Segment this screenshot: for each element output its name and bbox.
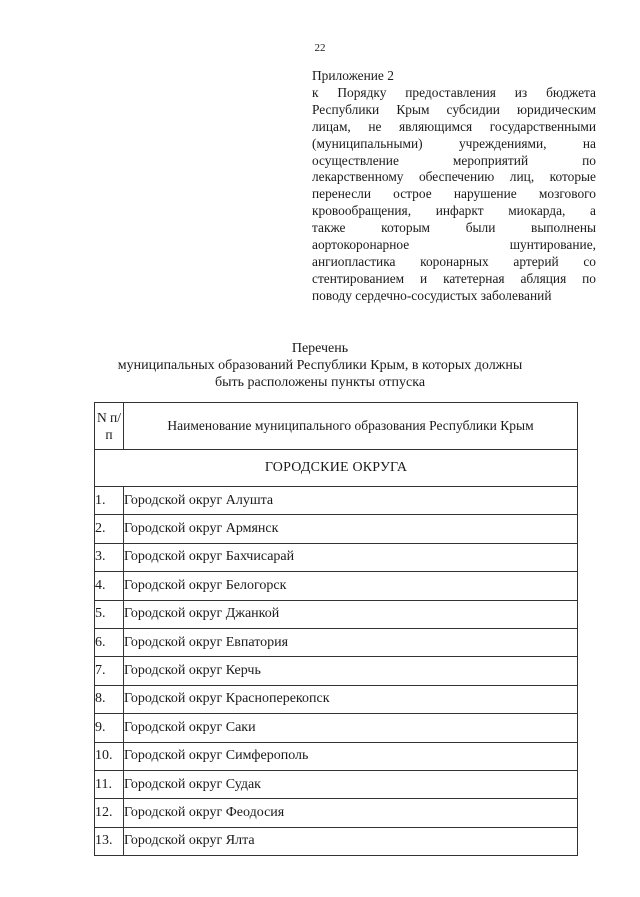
table-row: [95, 770, 578, 798]
table-header-row: [95, 403, 578, 450]
list-title: [0, 340, 640, 391]
appendix-block: [312, 68, 596, 305]
table-row: [95, 799, 578, 827]
appendix-line: кровообращения, инфаркт миокарда, а: [312, 203, 596, 219]
page-number: 22: [314, 42, 326, 54]
row-name: Городской округ Саки: [124, 714, 578, 742]
row-name: Городской округ Белогорск: [124, 572, 578, 600]
appendix-line: ангиопластика коронарных артерий со: [312, 253, 596, 269]
table-row: [95, 657, 578, 685]
row-number: 11.: [95, 770, 124, 798]
table-row: [95, 572, 578, 600]
municipalities-table: [94, 402, 578, 856]
appendix-line: осуществление мероприятий по: [312, 152, 596, 168]
row-number: 3.: [95, 543, 124, 571]
row-number: 6.: [95, 628, 124, 656]
appendix-line: аортокоронарное шунтирование,: [312, 237, 596, 253]
appendix-line: к Порядку предоставления из бюджета: [312, 84, 596, 100]
row-number: 8.: [95, 685, 124, 713]
table-row: [95, 600, 578, 628]
section-row: [95, 450, 578, 487]
appendix-title: Приложение 2: [312, 68, 394, 83]
row-name: Городской округ Симферополь: [124, 742, 578, 770]
list-title-subtitle: муниципальных образований Республики Крым, в которых должны: [117, 358, 523, 373]
row-number: 12.: [95, 799, 124, 827]
row-number: 5.: [95, 600, 124, 628]
column-header-name: Наименование муниципального образования Республики Крым: [124, 403, 578, 450]
list-title-subtitle: быть расположены пункты отпуска: [214, 375, 426, 390]
table-row: [95, 685, 578, 713]
row-name: Городской округ Бахчисарай: [124, 543, 578, 571]
row-name: Городской округ Феодосия: [124, 799, 578, 827]
row-name: Городской округ Керчь: [124, 657, 578, 685]
appendix-line: перенесли острое нарушение мозгового: [312, 186, 596, 202]
section-heading: ГОРОДСКИЕ ОКРУГА: [95, 450, 578, 487]
row-name: Городской округ Алушта: [124, 487, 578, 515]
appendix-line: лекарственному обеспечению лиц, которые: [312, 169, 596, 185]
row-name: Городской округ Евпатория: [124, 628, 578, 656]
table-row: [95, 827, 578, 855]
row-name: Городской округ Армянск: [124, 515, 578, 543]
row-name: Городской округ Ялта: [124, 827, 578, 855]
appendix-line: также которым были выполнены: [312, 220, 596, 236]
table-row: [95, 742, 578, 770]
row-number: 13.: [95, 827, 124, 855]
row-number: 10.: [95, 742, 124, 770]
row-number: 9.: [95, 714, 124, 742]
table-row: [95, 628, 578, 656]
appendix-line: стентированием и катетерная абляция по: [312, 270, 596, 286]
table-row: [95, 515, 578, 543]
row-number: 1.: [95, 487, 124, 515]
table-row: [95, 714, 578, 742]
row-number: 4.: [95, 572, 124, 600]
appendix-line: лицам, не являющимся государственными: [312, 118, 596, 134]
row-name: Городской округ Судак: [124, 770, 578, 798]
row-number: 2.: [95, 515, 124, 543]
list-title-heading: Перечень: [291, 341, 349, 356]
appendix-line: Республики Крым субсидии юридическим: [312, 101, 596, 117]
appendix-line: поводу сердечно-сосудистых заболеваний: [312, 287, 552, 303]
row-name: Городской округ Красноперекопск: [124, 685, 578, 713]
appendix-line: (муниципальными) учреждениями, на: [312, 135, 596, 151]
column-header-number: N п/п: [95, 403, 124, 450]
row-number: 7.: [95, 657, 124, 685]
table-row: [95, 543, 578, 571]
table-row: [95, 487, 578, 515]
row-name: Городской округ Джанкой: [124, 600, 578, 628]
